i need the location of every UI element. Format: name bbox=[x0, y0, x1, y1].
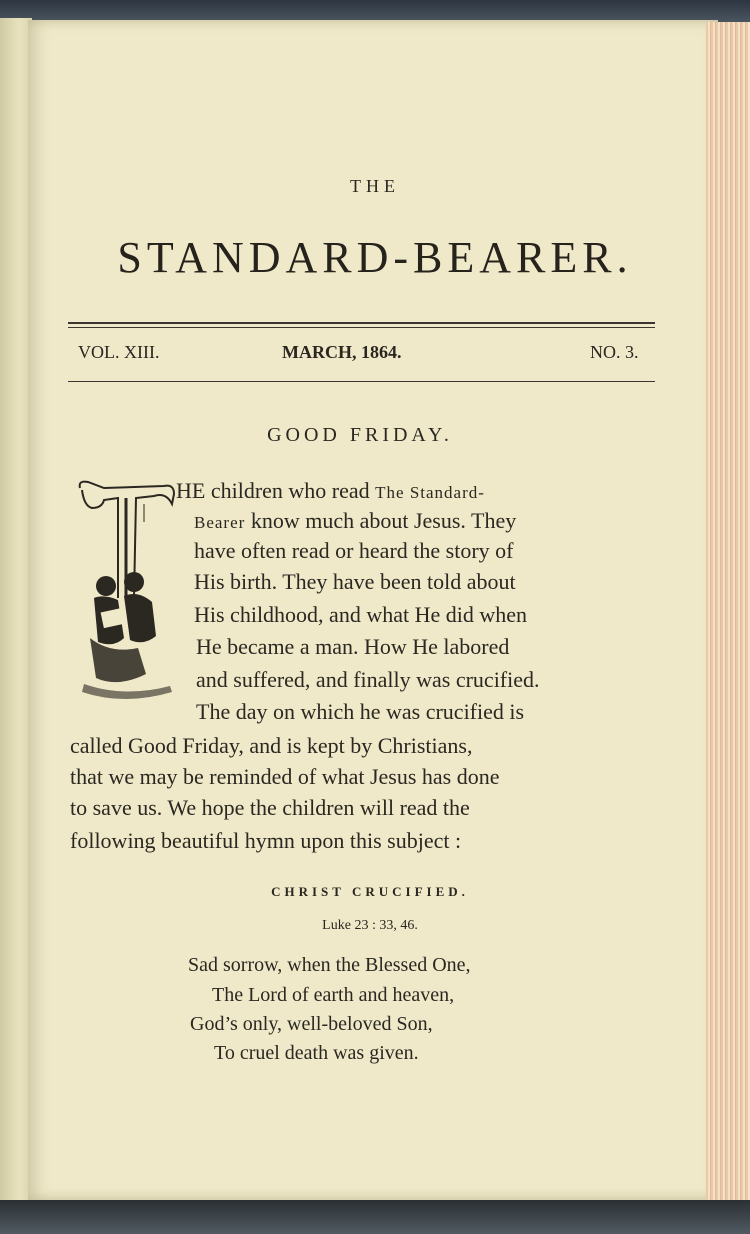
scripture-reference: Luke 23 : 33, 46. bbox=[322, 918, 418, 933]
article-line-8: The day on which he was crucified is bbox=[196, 699, 525, 724]
verse-line-1: Sad sorrow, when the Blessed One, bbox=[188, 954, 471, 976]
issue-date: MARCH, 1864. bbox=[282, 342, 402, 362]
article-line-11: to save us. We hope the children will read the bbox=[70, 795, 470, 820]
article-line-3: have often read or heard the story of bbox=[194, 538, 514, 563]
article-line-1: HE children who read The Standard- bbox=[176, 478, 485, 503]
divider-rule bbox=[68, 327, 655, 328]
verse-line-3: God’s only, well-beloved Son, bbox=[190, 1013, 433, 1035]
masthead-the: THE bbox=[350, 176, 400, 196]
decorated-dropcap-illustration bbox=[74, 478, 180, 710]
article-line-7: and suffered, and finally was crucified. bbox=[196, 667, 540, 692]
article-line-6: He became a man. How He labored bbox=[196, 634, 510, 659]
article-line-10: that we may be reminded of what Jesus has done bbox=[70, 764, 500, 789]
issue-number: NO. 3. bbox=[590, 342, 639, 362]
divider-rule bbox=[68, 322, 655, 324]
article-line-12: following beautiful hymn upon this subject : bbox=[70, 828, 462, 853]
masthead-title: STANDARD-BEARER. bbox=[117, 233, 633, 282]
article-line-5: His childhood, and what He did when bbox=[194, 602, 527, 627]
page-edges bbox=[706, 22, 750, 1200]
article-line-4: His birth. They have been told about bbox=[194, 569, 516, 594]
book-cover-bottom bbox=[0, 1200, 750, 1234]
article-line-9: called Good Friday, and is kept by Christians, bbox=[70, 733, 473, 758]
verse-line-2: The Lord of earth and heaven, bbox=[212, 984, 455, 1006]
verse-line-4: To cruel death was given. bbox=[214, 1042, 419, 1064]
hymn-title: CHRIST CRUCIFIED. bbox=[271, 884, 469, 899]
book-cover-top bbox=[0, 0, 750, 22]
divider-rule bbox=[68, 381, 655, 382]
article-heading: GOOD FRIDAY. bbox=[267, 424, 453, 446]
article-line-2: Bearer know much about Jesus. They bbox=[194, 508, 517, 533]
volume-label: VOL. XIII. bbox=[78, 342, 160, 362]
